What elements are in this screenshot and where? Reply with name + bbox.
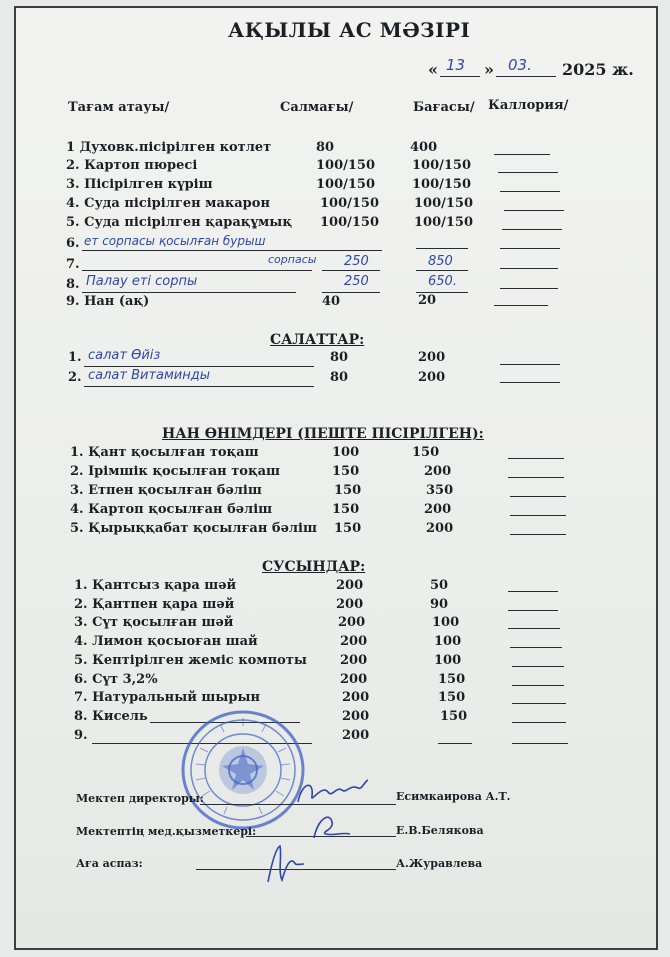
weight-value: 40 [322,294,341,309]
list-item: 1. Қант қосылған тоқаш [70,445,259,460]
weight-value: 150 [334,483,362,498]
list-item: 6. [66,236,80,251]
calorie-line [494,154,550,155]
list-item: 3. Сүт қосылған шәй [74,615,234,630]
weight-value: 200 [342,728,370,743]
dish-line [84,386,314,387]
price-value: 150 [412,445,440,460]
signature-name: Есимкаирова А.Т. [396,790,511,803]
list-item: 7. Натуральный шырын [74,690,261,705]
list-item: 1. Қантсыз қара шәй [74,578,237,593]
price-value: 50 [430,578,449,593]
calorie-line [510,496,566,497]
price-value: 100/150 [412,158,472,173]
salads-title: САЛАТТАР: [270,332,365,348]
handwritten-dish: Палау еті сорпы [86,274,198,289]
dish-line [82,292,296,293]
calorie-line [504,210,564,211]
price-value: 20 [418,293,437,308]
calorie-line [512,666,564,667]
calorie-line [500,382,560,383]
weight-value: 100/150 [316,158,376,173]
price-line [416,248,468,249]
calorie-line [500,288,558,289]
price-value: 150 [438,690,466,705]
weight-value: 150 [332,502,360,517]
dish-line [82,270,312,271]
price-value: 200 [424,502,452,517]
price-line [438,743,472,744]
handwritten-dish: салат Өйіз [88,348,161,363]
page-title: АҚЫЛЫ АС МӘЗІРІ [228,18,471,42]
list-item: 8. [66,277,80,292]
handwritten-price: 850 [428,254,453,269]
col-calories-header: Каллория/ [488,98,569,113]
signature-role: Аға аспаз: [76,857,143,870]
list-item: 2. Қантпен қара шәй [74,597,235,612]
weight-line [322,292,380,293]
calorie-line [500,268,558,269]
price-value: 90 [430,597,449,612]
calorie-line [494,305,548,306]
list-item: 4. Суда пісірілген макарон [66,196,270,211]
col-name-header: Тағам атауы/ [68,100,170,115]
handwritten-price: 650. [428,274,457,289]
weight-value: 80 [330,370,349,385]
calorie-line [512,703,566,704]
weight-value: 200 [340,672,368,687]
price-value: 100/150 [414,196,474,211]
calorie-line [508,610,558,611]
dish-line [84,366,314,367]
weight-value: 200 [342,709,370,724]
weight-value: 200 [338,615,366,630]
price-value: 100/150 [412,177,472,192]
seal-icon [180,708,310,833]
drinks-title: СУСЫНДАР: [262,559,366,575]
chef-signature-icon [258,842,308,886]
calorie-line [510,534,566,535]
date-month-line [496,76,556,77]
list-item: 4. Лимон қосыоған шай [74,634,258,649]
weight-value: 200 [342,690,370,705]
calorie-line [508,458,564,459]
weight-value: 200 [336,578,364,593]
nurse-signature-icon [306,808,356,842]
signature-name: А.Журавлева [396,857,483,870]
calorie-line [508,477,564,478]
calorie-line [510,647,562,648]
weight-value: 80 [316,140,335,155]
list-item: 6. Сүт 3,2% [74,672,158,687]
weight-value: 100/150 [320,215,380,230]
calorie-line [508,591,558,592]
calorie-line [510,515,566,516]
weight-line [322,270,380,271]
calorie-line [500,364,560,365]
handwritten-dish: сорпасы [268,253,317,266]
price-value: 150 [440,709,468,724]
dish-line [82,250,382,251]
calorie-line [512,685,564,686]
list-item: 8. Кисель [74,709,148,724]
list-item: 5. Суда пісірілген қарақұмық [66,215,292,230]
weight-value: 100/150 [316,177,376,192]
date-year: 2025 ж. [562,60,634,79]
weight-value: 100/150 [320,196,380,211]
list-item: 3. Етпен қосылған бәліш [70,483,262,498]
handwritten-weight: 250 [344,254,369,269]
handwritten-weight: 250 [344,274,369,289]
list-item: 5. Кептірілген жеміс компоты [74,653,307,668]
price-value: 100 [432,615,460,630]
calorie-line [500,191,560,192]
price-value: 350 [426,483,454,498]
weight-value: 200 [336,597,364,612]
price-value: 100/150 [414,215,474,230]
price-line [416,270,468,271]
list-item: 4. Картоп қосылған бәліш [70,502,273,517]
list-item: 5. Қырыққабат қосылған бәліш [70,521,317,536]
calorie-line [500,248,560,249]
price-value: 200 [426,521,454,536]
calorie-line [512,743,568,744]
weight-value: 150 [334,521,362,536]
weight-value: 80 [330,350,349,365]
calorie-line [508,628,560,629]
list-item: 9. [74,728,88,743]
bakery-title: НАН ӨНІМДЕРІ (ПЕШТЕ ПІСІРІЛГЕН): [162,426,484,442]
list-item: 2. Ірімшік қосылған тоқаш [70,464,281,479]
weight-value: 200 [340,653,368,668]
date-close-quote: » [484,60,494,79]
calorie-line [498,172,558,173]
signature-role: Мектептің мед.қызметкері: [76,825,257,838]
handwritten-dish: салат Витаминды [88,368,211,383]
date-day: 13 [446,56,466,74]
list-item-number: 2. [68,370,82,385]
list-item-number: 1. [68,350,82,365]
col-price-header: Бағасы/ [413,100,475,115]
list-item: 7. [66,257,80,272]
weight-value: 150 [332,464,360,479]
price-value: 200 [418,350,446,365]
weight-value: 100 [332,445,360,460]
price-value: 200 [424,464,452,479]
list-item: 1 Духовк.пісірілген котлет [66,140,272,155]
weight-value: 200 [340,634,368,649]
list-item: 9. Нан (ақ) [66,294,150,309]
price-value: 150 [438,672,466,687]
price-value: 200 [418,370,446,385]
calorie-line [502,229,562,230]
calorie-line [512,722,566,723]
date-month: 03. [508,56,532,74]
official-seal [180,708,310,833]
price-value: 100 [434,634,462,649]
price-value: 400 [410,140,438,155]
handwritten-dish: ет сорпасы қосылған бурыш [84,234,266,248]
date-open-quote: « [428,60,438,79]
list-item: 3. Пісірілген күріш [66,177,213,192]
signature-name: Е.В.Белякова [396,824,484,837]
date-day-line [440,76,480,77]
signature-role: Мектеп директоры: [76,792,204,805]
list-item: 2. Картоп пюресі [66,158,198,173]
col-weight-header: Салмағы/ [280,100,354,115]
director-signature-icon [292,774,372,810]
price-value: 100 [434,653,462,668]
